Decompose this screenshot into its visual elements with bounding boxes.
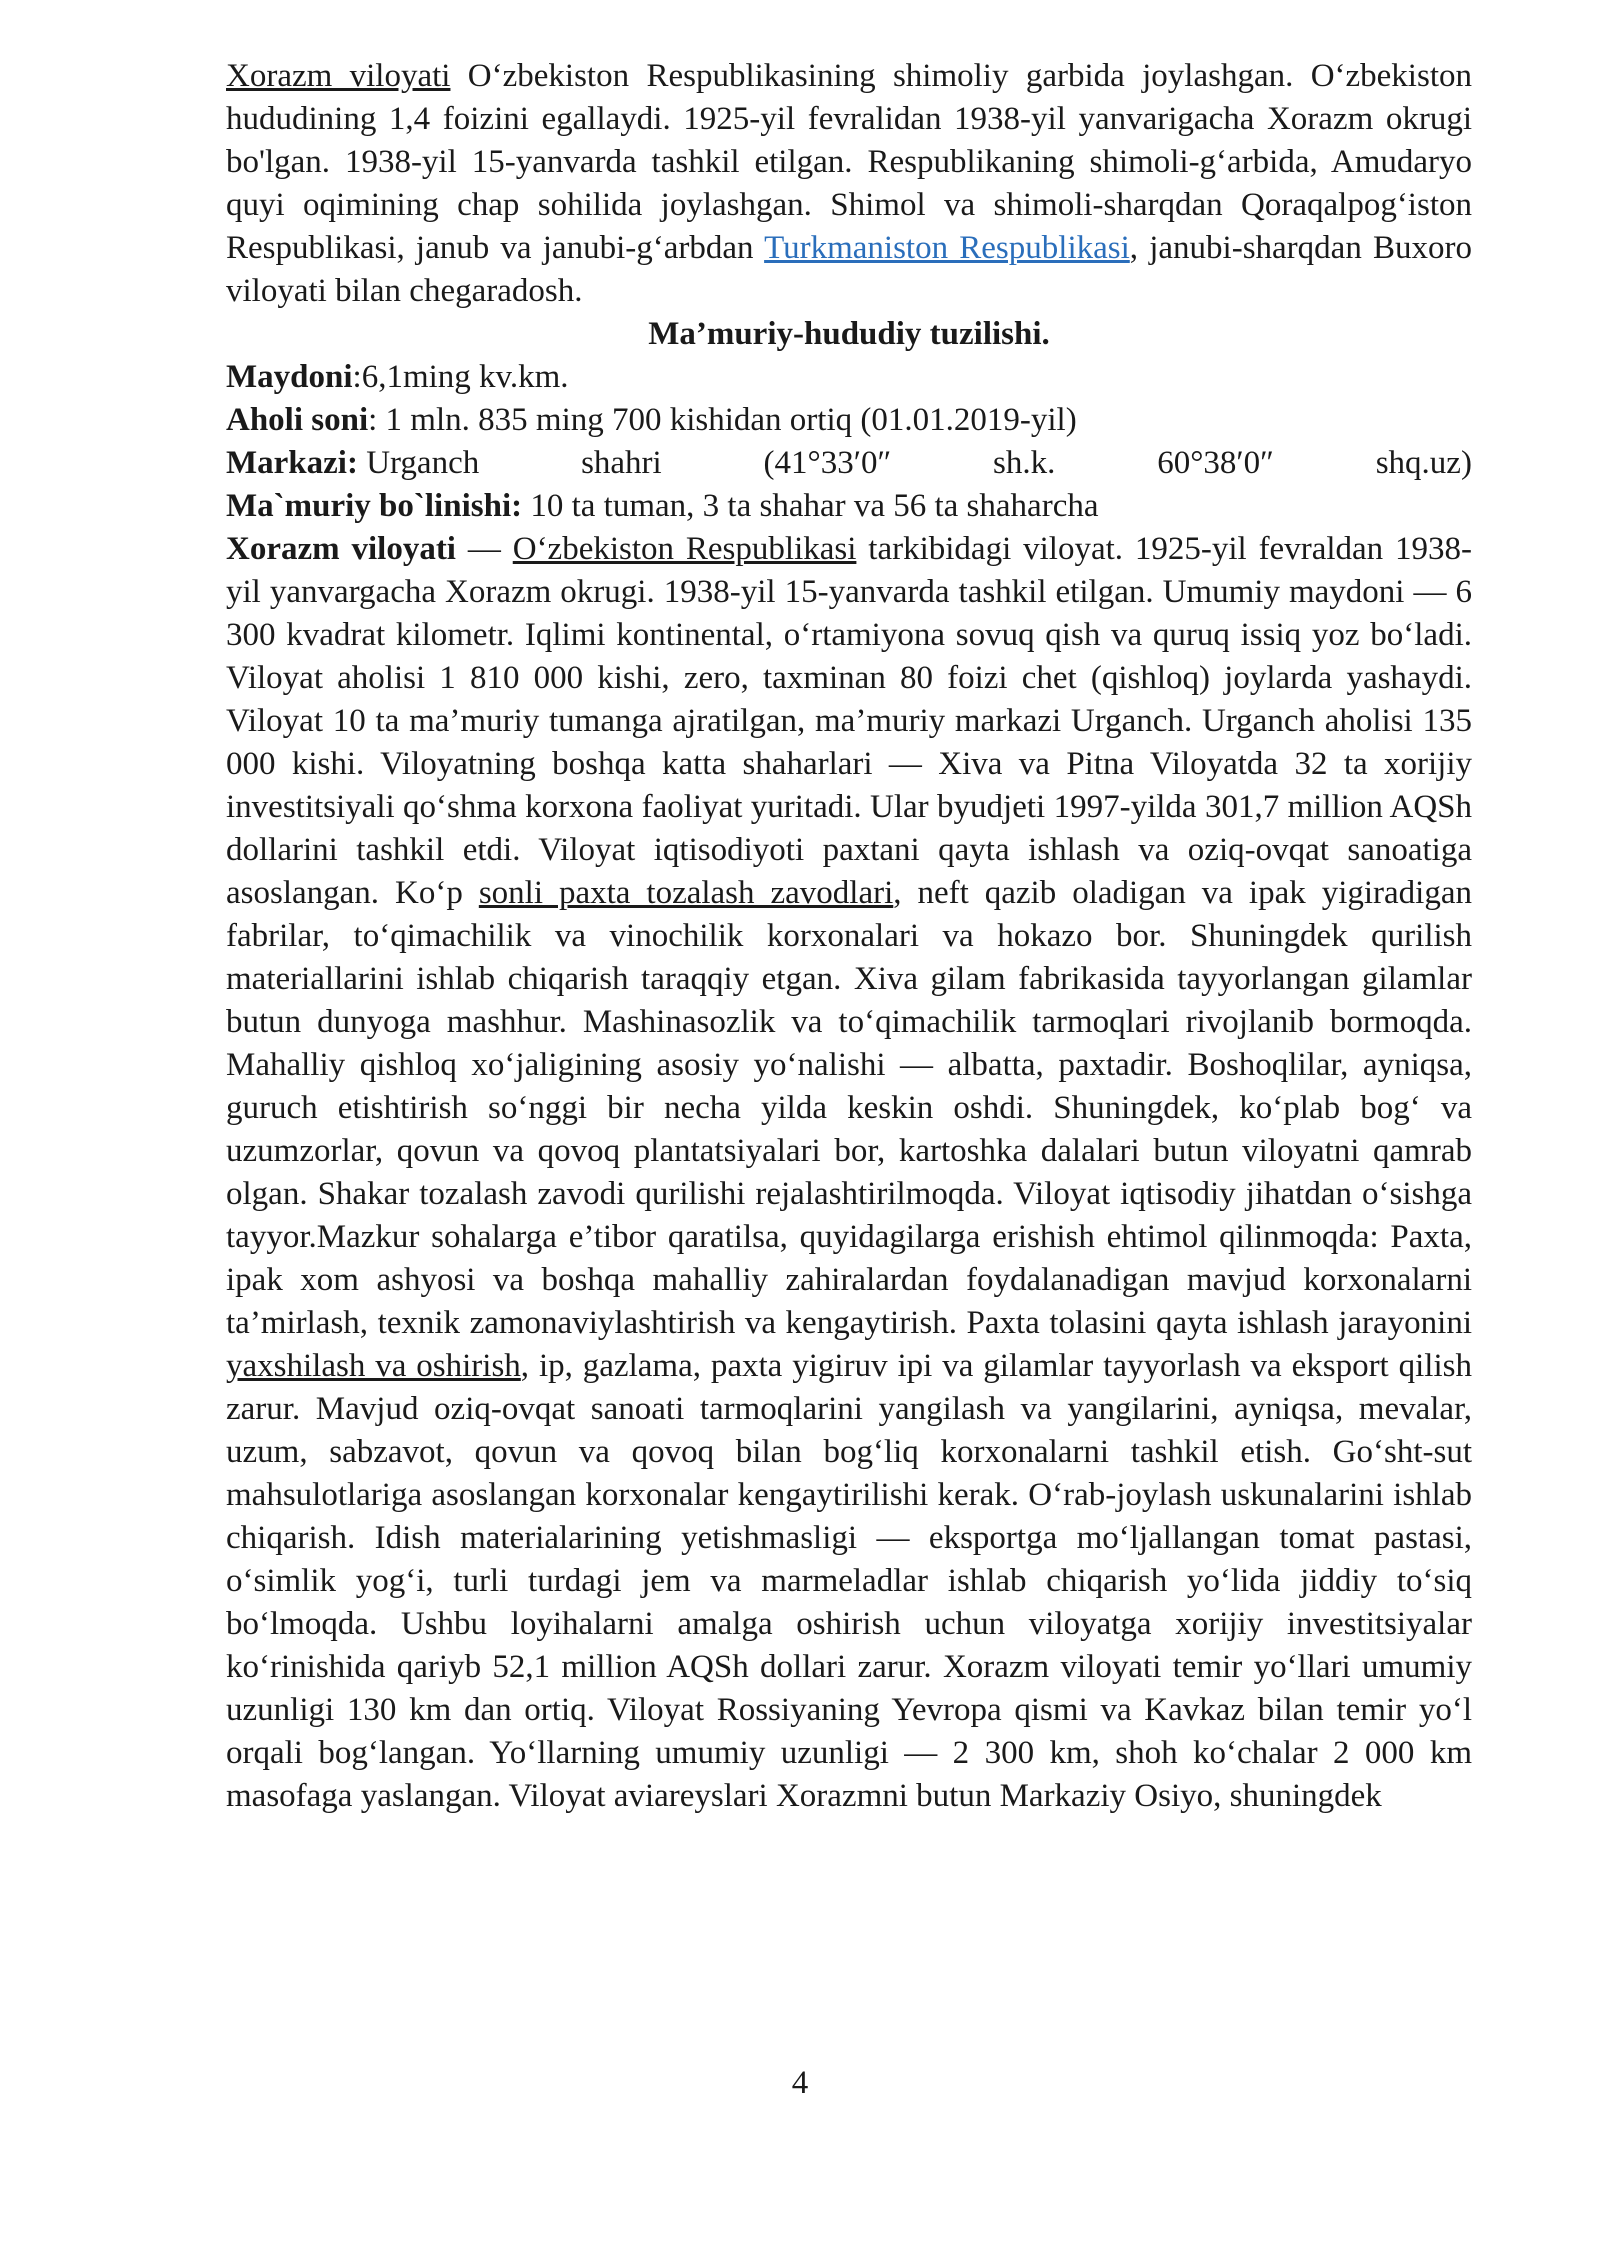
main-paragraph [226,528,1472,1818]
region-link[interactable]: Xorazm viloyati [226,58,451,94]
page-number: 4 [791,2065,809,2101]
bolinishi-value: 10 ta tuman, 3 ta shahar va 56 ta shaharcha [522,488,1099,524]
turkmenistan-link[interactable]: Turkmaniston Respublikasi [764,230,1130,266]
markazi-part-5: shq.uz) [1375,445,1472,481]
markazi-part-2: (41°33′0″ [763,445,892,481]
markazi-part-1: shahri [581,445,662,481]
fact-bolinishi [226,485,1472,528]
markazi-part-0: Urganch [366,445,480,481]
fact-maydoni [226,356,1472,399]
fact-markazi [226,442,1472,485]
intro-text-b: , janubi-sharqdan Buxoro viloyati bilan chegaradosh. [226,230,1473,309]
maydoni-value: :6,1ming kv.km. [352,359,569,395]
markazi-label: Markazi: [226,445,358,481]
aholi-label: Aholi soni [226,402,369,438]
fact-aholi [226,399,1472,442]
bolinishi-label: Ma`muriy bo`linishi: [226,488,523,524]
cotton-plants-link[interactable]: sonli paxta tozalash zavodlari [478,875,894,911]
main-text-c: , ip, gazlama, paxta yigiruv ipi va gilamlar tayyorlash va eksport qilish zarur. Mavjud oziq-ovqat sanoati tarmoqlarini yangilash va yangilarini, ayniqsa, mevalar, uzum, sabzavot, qovun va qovoq bilan bog‘liq korxonalarni tashkil etish. Go‘sht-sut mahsulotlariga asoslangan korxonalar kengaytirilishi kerak. O‘rab-joylash uskunalarini ishlab chiqarish. Idish materialarining yetishmasligi — eksportga mo‘ljallangan tomat pastasi, o‘simlik yog‘i, turli turdagi jem va marmeladlar ishlab chiqarish yo‘lida jiddiy to‘siq bo‘lmoqda. Ushbu loyihalarni amalga oshirish uchun viloyatga xorijiy investitsiyalar ko‘rinishida qariyb 52,1 million AQSh dollari zarur. Xorazm viloyati temir yo‘llari umumiy uzunligi 130 km dan ortiq. Viloyat Rossiyaning Yevropa qismi va Kavkaz bilan temir yo‘l orqali bog‘langan. Yo‘llarning umumiy uzunligi — 2 300 km, shoh ko‘chalar 2 000 km masofaga yaslangan. Viloyat aviareyslari Xorazmni butun Markaziy Osiyo, shuningdek [226,1348,1472,1814]
markazi-part-4: 60°38′0″ [1157,445,1274,481]
main-text-a: tarkibidagi viloyat. 1925-yil fevraldan 1938-yil yanvargacha Xorazm okrugi. 1938-yil 15-yanvarda tashkil etilgan. Umumiy maydoni — 6 300 kvadrat kilometr. Iqlimi kontinental, o‘rtamiyona sovuq qish va quruq issiq yoz bo‘ladi. Viloyat aholisi 1 810 000 kishi, zero, taxminan 80 foizi chet (qishloq) joylarda yashaydi. Viloyat 10 ta ma’muriy tumanga ajratilgan, ma’muriy markazi Urganch. Urganch aholisi 135 000 kishi. Viloyatning boshqa katta shaharlari — Xiva va Pitna Viloyatda 32 ta xorijiy investitsiyali qo‘shma korxona faoliyat yuritadi. Ular byudjeti 1997-yilda 301,7 million AQSh dollarini tashkil etdi. Viloyat iqtisodiyoti paxtani qayta ishlash va oziq-ovqat sanoatiga asoslangan. Ko‘p [226,531,1473,911]
intro-text-a: O‘zbekiston Respublikasining shimoliy garbida joylashgan. O‘zbekiston hududining 1,4 foizini egallaydi. 1925-yil fevralidan 1938-yil yanvarigacha Xorazm okrugi bo'lgan. 1938-yil 15-yanvarda tashkil etilgan. Respublikaning shimoli-g‘arbida, Amudaryo quyi oqimining chap sohilida joylashgan. Shimol va shimoli-sharqdan Qoraqalpog‘iston Respublikasi, janub va janubi-g‘arbdan [226,58,1472,266]
aholi-value: : 1 mln. 835 ming 700 kishidan ortiq (01.01.2019-yil) [368,402,1077,438]
improve-link[interactable]: yaxshilash va oshirish [226,1348,521,1384]
main-dash: — [455,531,513,567]
intro-paragraph [226,55,1472,313]
section-heading: Ma’muriy-hududiy tuzilishi. [648,316,1050,352]
main-title: Xorazm viloyati [226,531,456,567]
maydoni-label: Maydoni [226,359,353,395]
uzbekistan-link[interactable]: O‘zbekiston Respublikasi [512,531,857,567]
main-text-b: , neft qazib oladigan va ipak yigiradigan fabrilar, to‘qimachilik va vinochilik korxonalari va hokazo bor. Shuningdek qurilish materiallarini ishlab chiqarish taraqqiy etgan. Xiva gilam fabrikasida tayyorlangan gilamlar butun dunyoga mashhur. Mashinasozlik va to‘qimachilik tarmoqlari rivojlanib bormoqda. Mahalliy qishloq xo‘jaligining asosiy yo‘nalishi — albatta, paxtadir. Boshoqlilar, ayniqsa, guruch etishtirish so‘nggi bir necha yilda keskin oshdi. Shuningdek, ko‘plab bog‘ va uzumzorlar, qovun va qovoq plantatsiyalari bor, kartoshka dalalari butun viloyatni qamrab olgan. Shakar tozalash zavodi qurilishi rejalashtirilmoqda. Viloyat iqtisodiy jihatdan o‘sishga tayyor.Mazkur sohalarga e’tibor qaratilsa, quyidagilarga erishish ehtimol qilinmoqda: Paxta, ipak xom ashyosi va boshqa mahalliy zahiralardan foydalanadigan mavjud korxonalarni ta’mirlash, texnik zamonaviylashtirish va kengaytirish. Paxta tolasini qayta ishlash jarayonini [226,875,1472,1341]
document-page [226,55,1472,1818]
markazi-part-3: sh.k. [993,445,1056,481]
